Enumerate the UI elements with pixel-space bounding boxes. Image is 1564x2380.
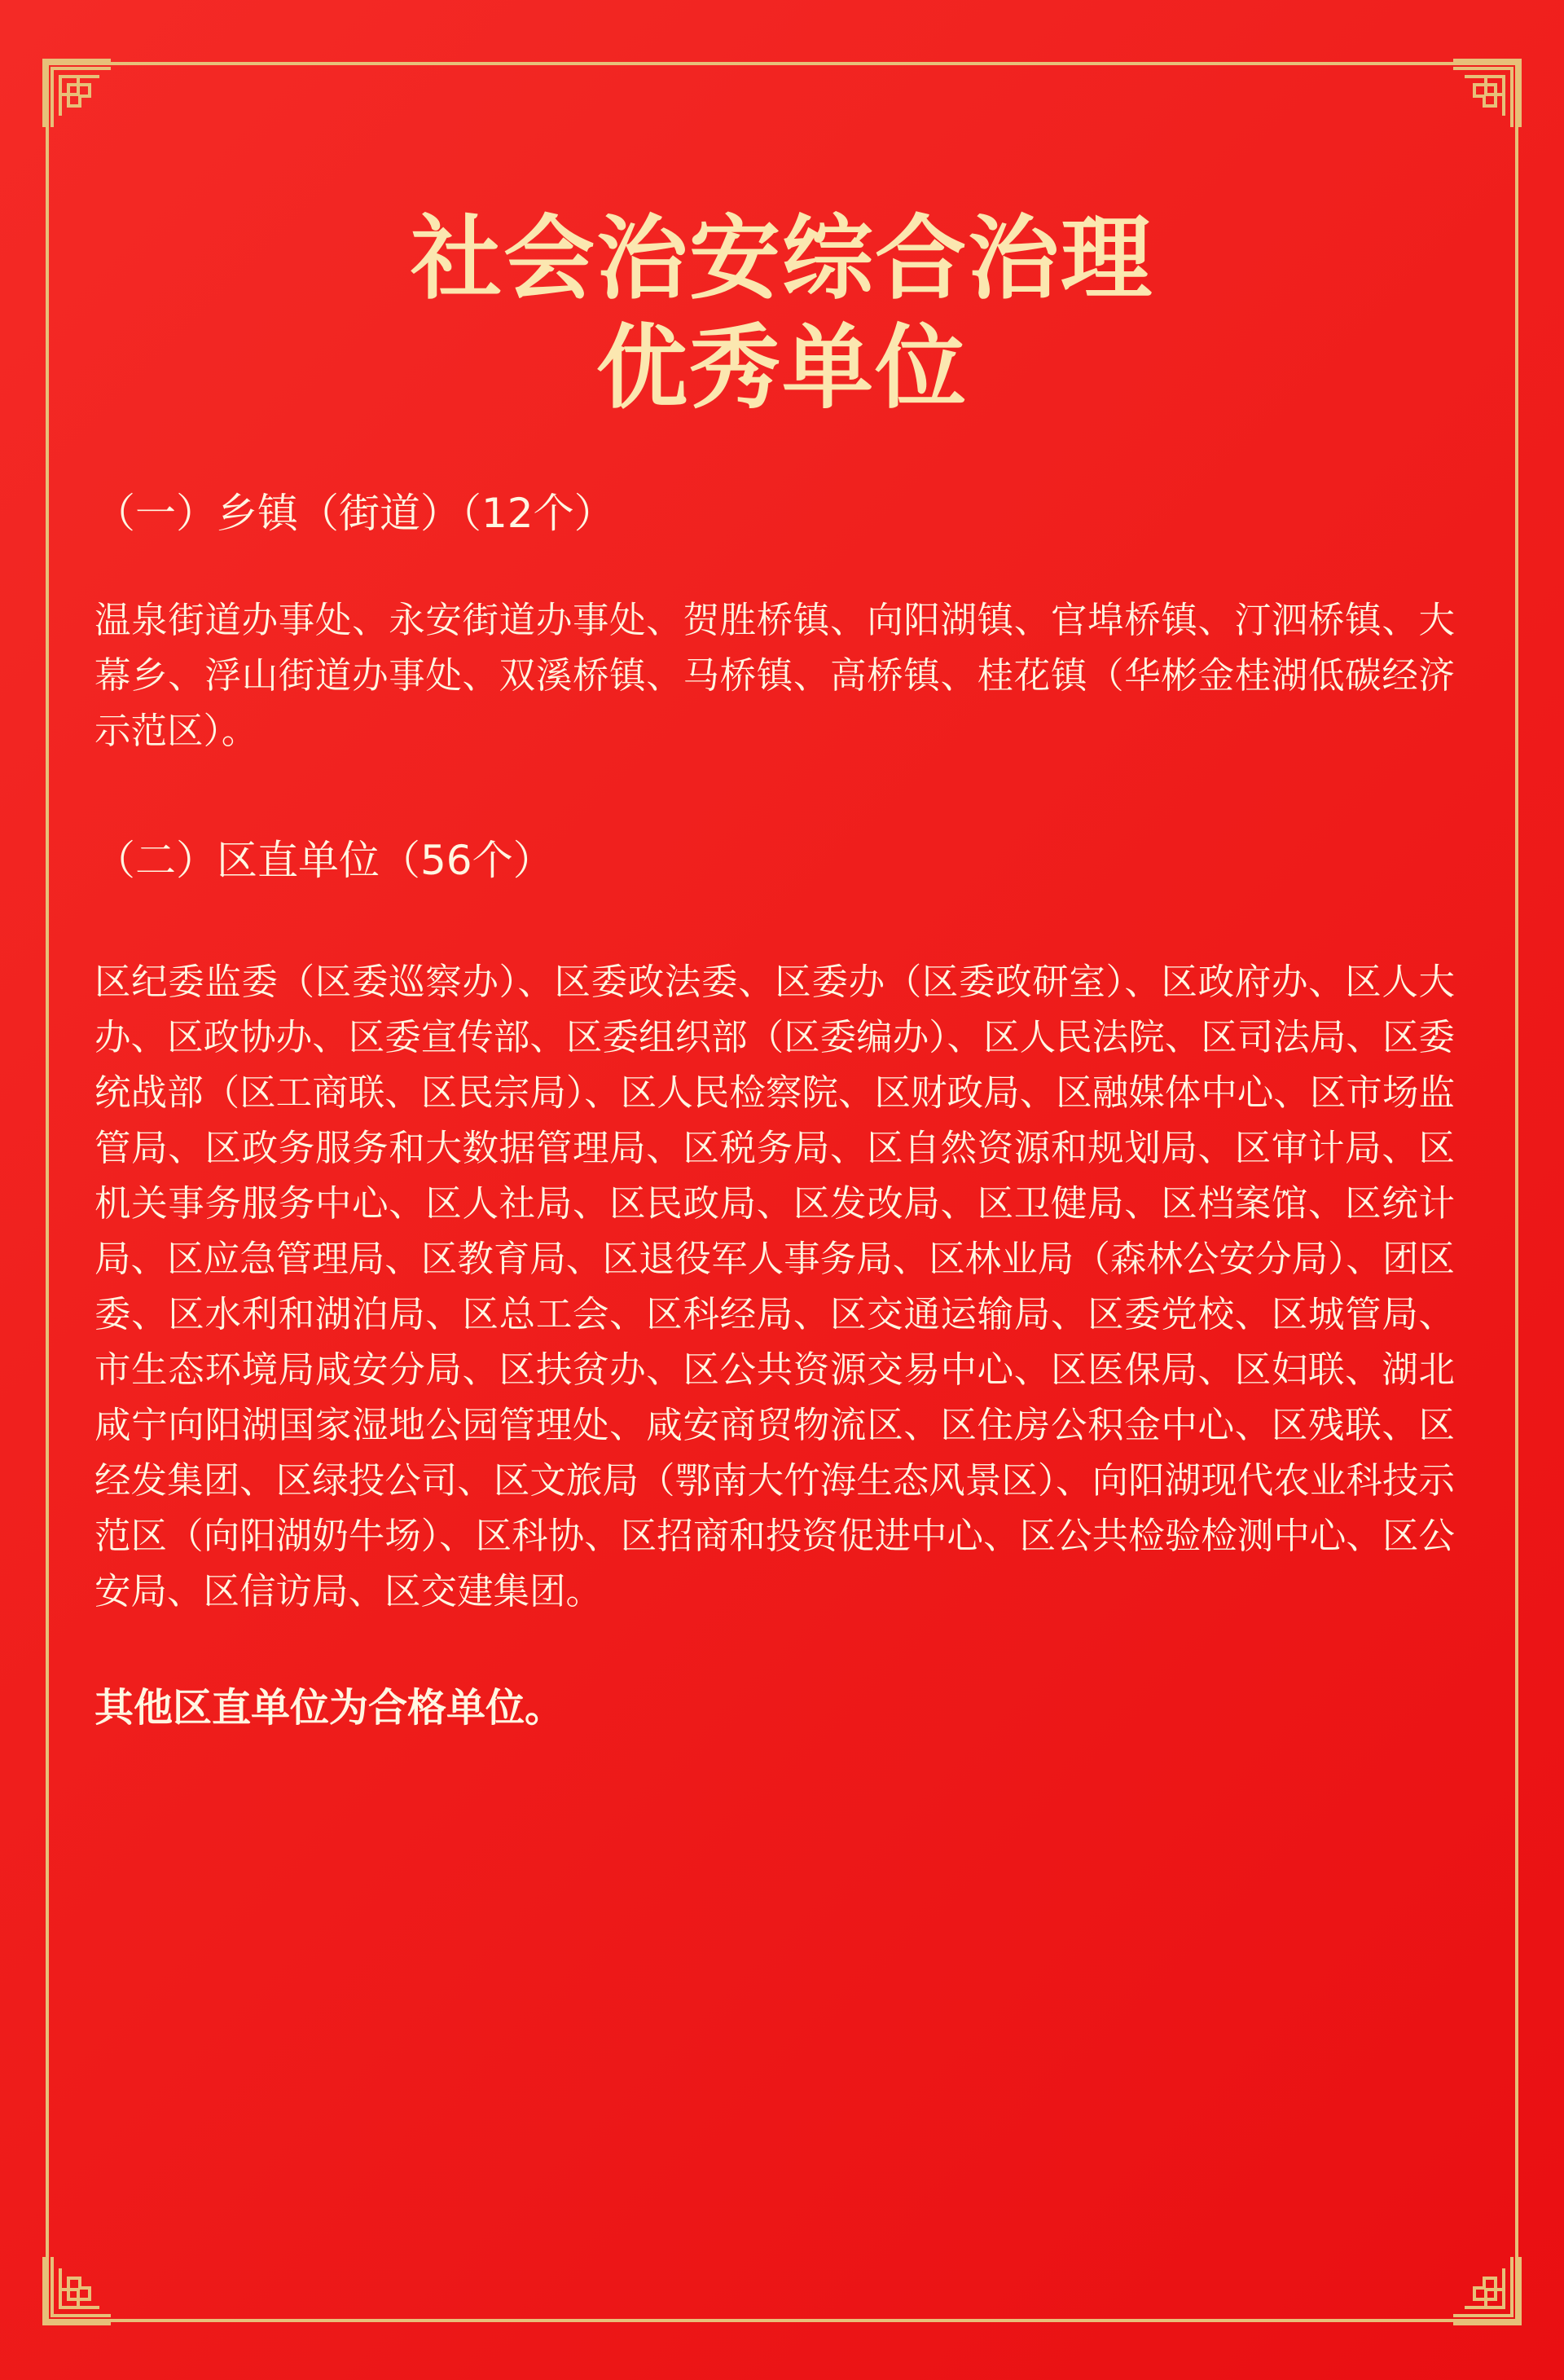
document-content — [94, 482, 1455, 1739]
section-heading-district-units: （二）区直单位（56个） — [94, 837, 554, 884]
closing-statement: 其他区直单位为合格单位。 — [94, 1685, 565, 1731]
corner-ornament-bottom-left-icon — [41, 2257, 111, 2327]
corner-ornament-bottom-right-icon — [1453, 2257, 1523, 2327]
corner-ornament-top-left-icon — [41, 57, 111, 127]
section-heading-townships: （一）乡镇（街道）（12个） — [94, 490, 615, 537]
title-line-2: 优秀单位 — [596, 315, 968, 422]
title-line-1: 社会治安综合治理 — [411, 206, 1153, 313]
section-body-district-units: 区纪委监委（区委巡察办）、区委政法委、区委办（区委政研室）、区政府办、区人大办、区政协办、区委宣传部、区委组织部（区委编办）、区人民法院、区司法局、区委统战部（区工商联、区民宗局）、区人民检察院、区财政局、区融媒体中心、区市场监管局、区政务服务和大数据管理局、区税务局、区自然资源和规划局、区审计局、区机关事务服务中心、区人社局、区民政局、区发改局、区卫健局、区档案馆、区统计局、区应急管理局、区教育局、区退役军人事务局、区林业局（森林公安分局）、团区委、区水利和湖泊局、区总工会、区科经局、区交通运输局、区委党校、区城管局、市生态环境局咸安分局、区扶贫办、区公共资源交易中心、区医保局、区妇联、湖北咸宁向阳湖国家湿地公园管理处、咸安商贸物流区、区住房公积金中心、区残联、区经发集团、区绿投公司、区文旅局（鄂南大竹海生态风景区）、向阳湖现代农业科技示范区（向阳湖奶牛场）、区科协、区招商和投资促进中心、区公共检验检测中心、区公安局、区信访局、区交建集团。 — [94, 961, 1455, 1612]
corner-ornament-top-right-icon — [1453, 57, 1523, 127]
section-body-townships: 温泉街道办事处、永安街道办事处、贺胜桥镇、向阳湖镇、官埠桥镇、汀泗桥镇、大幕乡、浮山街道办事处、双溪桥镇、马桥镇、高桥镇、桂花镇（华彬金桂湖低碳经济示范区）。 — [94, 600, 1455, 752]
page-title — [0, 205, 1564, 423]
